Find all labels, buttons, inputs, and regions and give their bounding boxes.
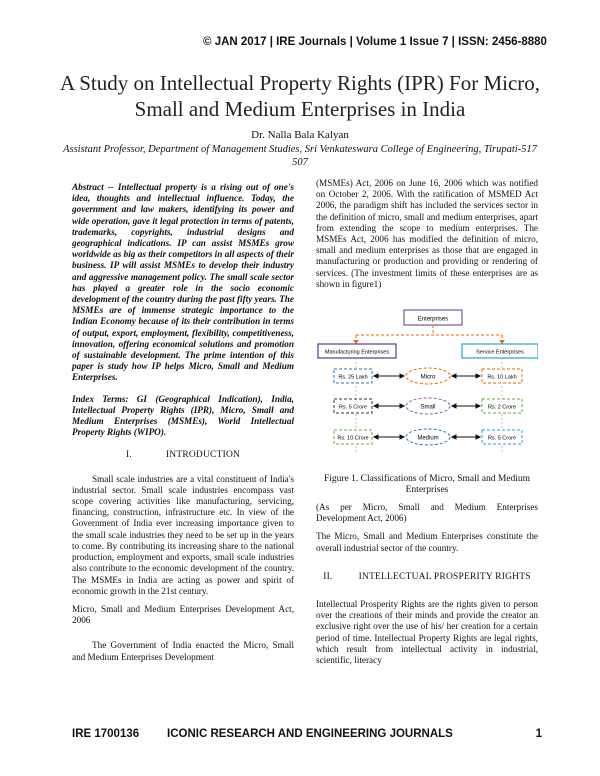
medium-service-limit: Rs. 5 Crore xyxy=(487,435,517,442)
intro-paragraph-2: The Government of India enacted the Micro, Small and Medium Enterprises Development xyxy=(72,640,294,662)
small-manufacturing-limit: Rs. 5 Crore xyxy=(338,404,368,411)
medium-manufacturing-limit: Rs. 10 Crore xyxy=(337,435,369,442)
section-number: II. xyxy=(323,571,333,582)
service-label: Service Enterprises xyxy=(476,349,524,356)
classification-figure xyxy=(316,304,538,466)
enterprises-label: Enterprises xyxy=(417,316,449,323)
section-title: INTELLECTUAL PROSPERITY RIGHTS xyxy=(358,571,531,582)
micro-manufacturing-limit: Rs. 25 Lakh xyxy=(338,374,368,381)
right-column xyxy=(316,178,538,673)
abstract: Abstract -- Intellectual property is a rising out of one's idea, thoughts and intellectual influence. Today, the government and law makers, identifying its power and wide operation, gave it legal protection in terms of patents, trademarks, copyrights, industrial designs and geographical indications. IP can assist MSMEs grow worldwide as big as their competitors in all aspects of their business. IP will assist MSMEs to develop their industry and aggressive management policy. The small scale sector has played a greater role in the socio economic development of the country during the past fifty years. The MSMEs are of immense strategic importance to the Indian Economy because of its their contribution in terms of output, export, employment, flexibility, competitiveness, innovation, offering economical solutions and promotion of sustainable development. The prime intention of this paper is study how IP helps Micro, Small and Medium Enterprises. xyxy=(72,182,294,383)
msme-sector-paragraph: The Micro, Small and Medium Enterprises constitute the overall industrial sector of the country. xyxy=(316,531,538,553)
act-heading: Micro, Small and Medium Enterprises Development Act, 2006 xyxy=(72,603,294,626)
figure-caption: Figure 1. Classifications of Micro, Small and Medium Enterprises xyxy=(323,474,531,496)
act-note: (As per Micro, Small and Medium Enterprises Development Act, 2006) xyxy=(316,502,538,524)
classification-diagram xyxy=(316,304,538,466)
manufacturing-label: Manufacturing Enterprises xyxy=(324,349,390,356)
paper-title: A Study on Intellectual Property Rights (IPR) For Micro, Small and Medium Enterprises in India xyxy=(59,71,541,121)
arrow-head-left xyxy=(353,340,359,344)
small-service-limit: Rs. 2 Crore xyxy=(487,404,517,411)
left-column xyxy=(72,182,294,670)
medium-label: Medium xyxy=(417,435,439,442)
section-heading-ipr xyxy=(316,572,538,583)
section-title: INTRODUCTION xyxy=(165,450,241,461)
journal-header: © JAN 2017 | IRE Journals | Volume 1 Issue 7 | ISSN: 2456-8880 xyxy=(203,36,547,48)
arrow-head-right xyxy=(499,340,505,344)
footer-journal-name: ICONIC RESEARCH AND ENGINEERING JOURNALS xyxy=(167,728,453,740)
index-terms: Index Terms: GI (Geographical Indication), India, Intellectual Property Rights (IPR), Micro, Small and Medium Enterprises (MSMEs), World Intellectual Property Rights (WIPO). xyxy=(72,393,294,438)
ipr-paragraph: Intellectual Prosperity Rights are the rights given to person over the creations of their minds and provide the creator an exclusive right over the use of his/ her creation for a certain period of time. Intellectual Property Rights are legal rights, which result from intellectual activity in industrial, scientific, literacy xyxy=(316,599,538,666)
page-number: 1 xyxy=(535,728,542,740)
footer-paper-id: IRE 1700136 xyxy=(72,728,140,740)
author-affiliation: Assistant Professor, Department of Management Studies, Sri Venkateswara College of Engineering, Tirupati-517 507 xyxy=(63,144,537,168)
section-number: I. xyxy=(125,450,132,461)
micro-service-limit: Rs. 10 Lakh xyxy=(487,374,517,381)
hierarchy-connector xyxy=(356,325,502,342)
small-label: Small xyxy=(420,404,436,411)
author-name: Dr. Nalla Bala Kalyan xyxy=(251,129,349,141)
micro-label: Micro xyxy=(420,374,436,381)
section-heading-introduction xyxy=(72,450,294,461)
msme-act-paragraph: (MSMEs) Act, 2006 on June 16, 2006 which was notified on October 2, 2006. With the ratification of MSMED Act 2006, the paradigm shift has included the services sector in the definition of micro, small and medium enterprises, apart from extending the scope to medium enterprises. The MSMEs Act, 2006 has modified the definition of micro, small and medium enterprises as those that are engaged in manufacturing or production and providing or rendering of services. (The investment limits of these enterprises are as shown in figure1) xyxy=(316,178,538,289)
intro-paragraph: Small scale industries are a vital constituent of India's industrial sector. Small scale industries encompass vast scope covering activities like manufacturing, servicing, financing, construction, infrastructure etc. In view of the Government of India ever increasing importance given to the small scale industries they need to be set up in the years to come. By contributing its increasing share to the national production, employment and exports, small scale industries also contribute to the economic development of the country. The MSMEs in India are acting as power and spirit of economic growth in the 21st century. xyxy=(72,473,294,596)
